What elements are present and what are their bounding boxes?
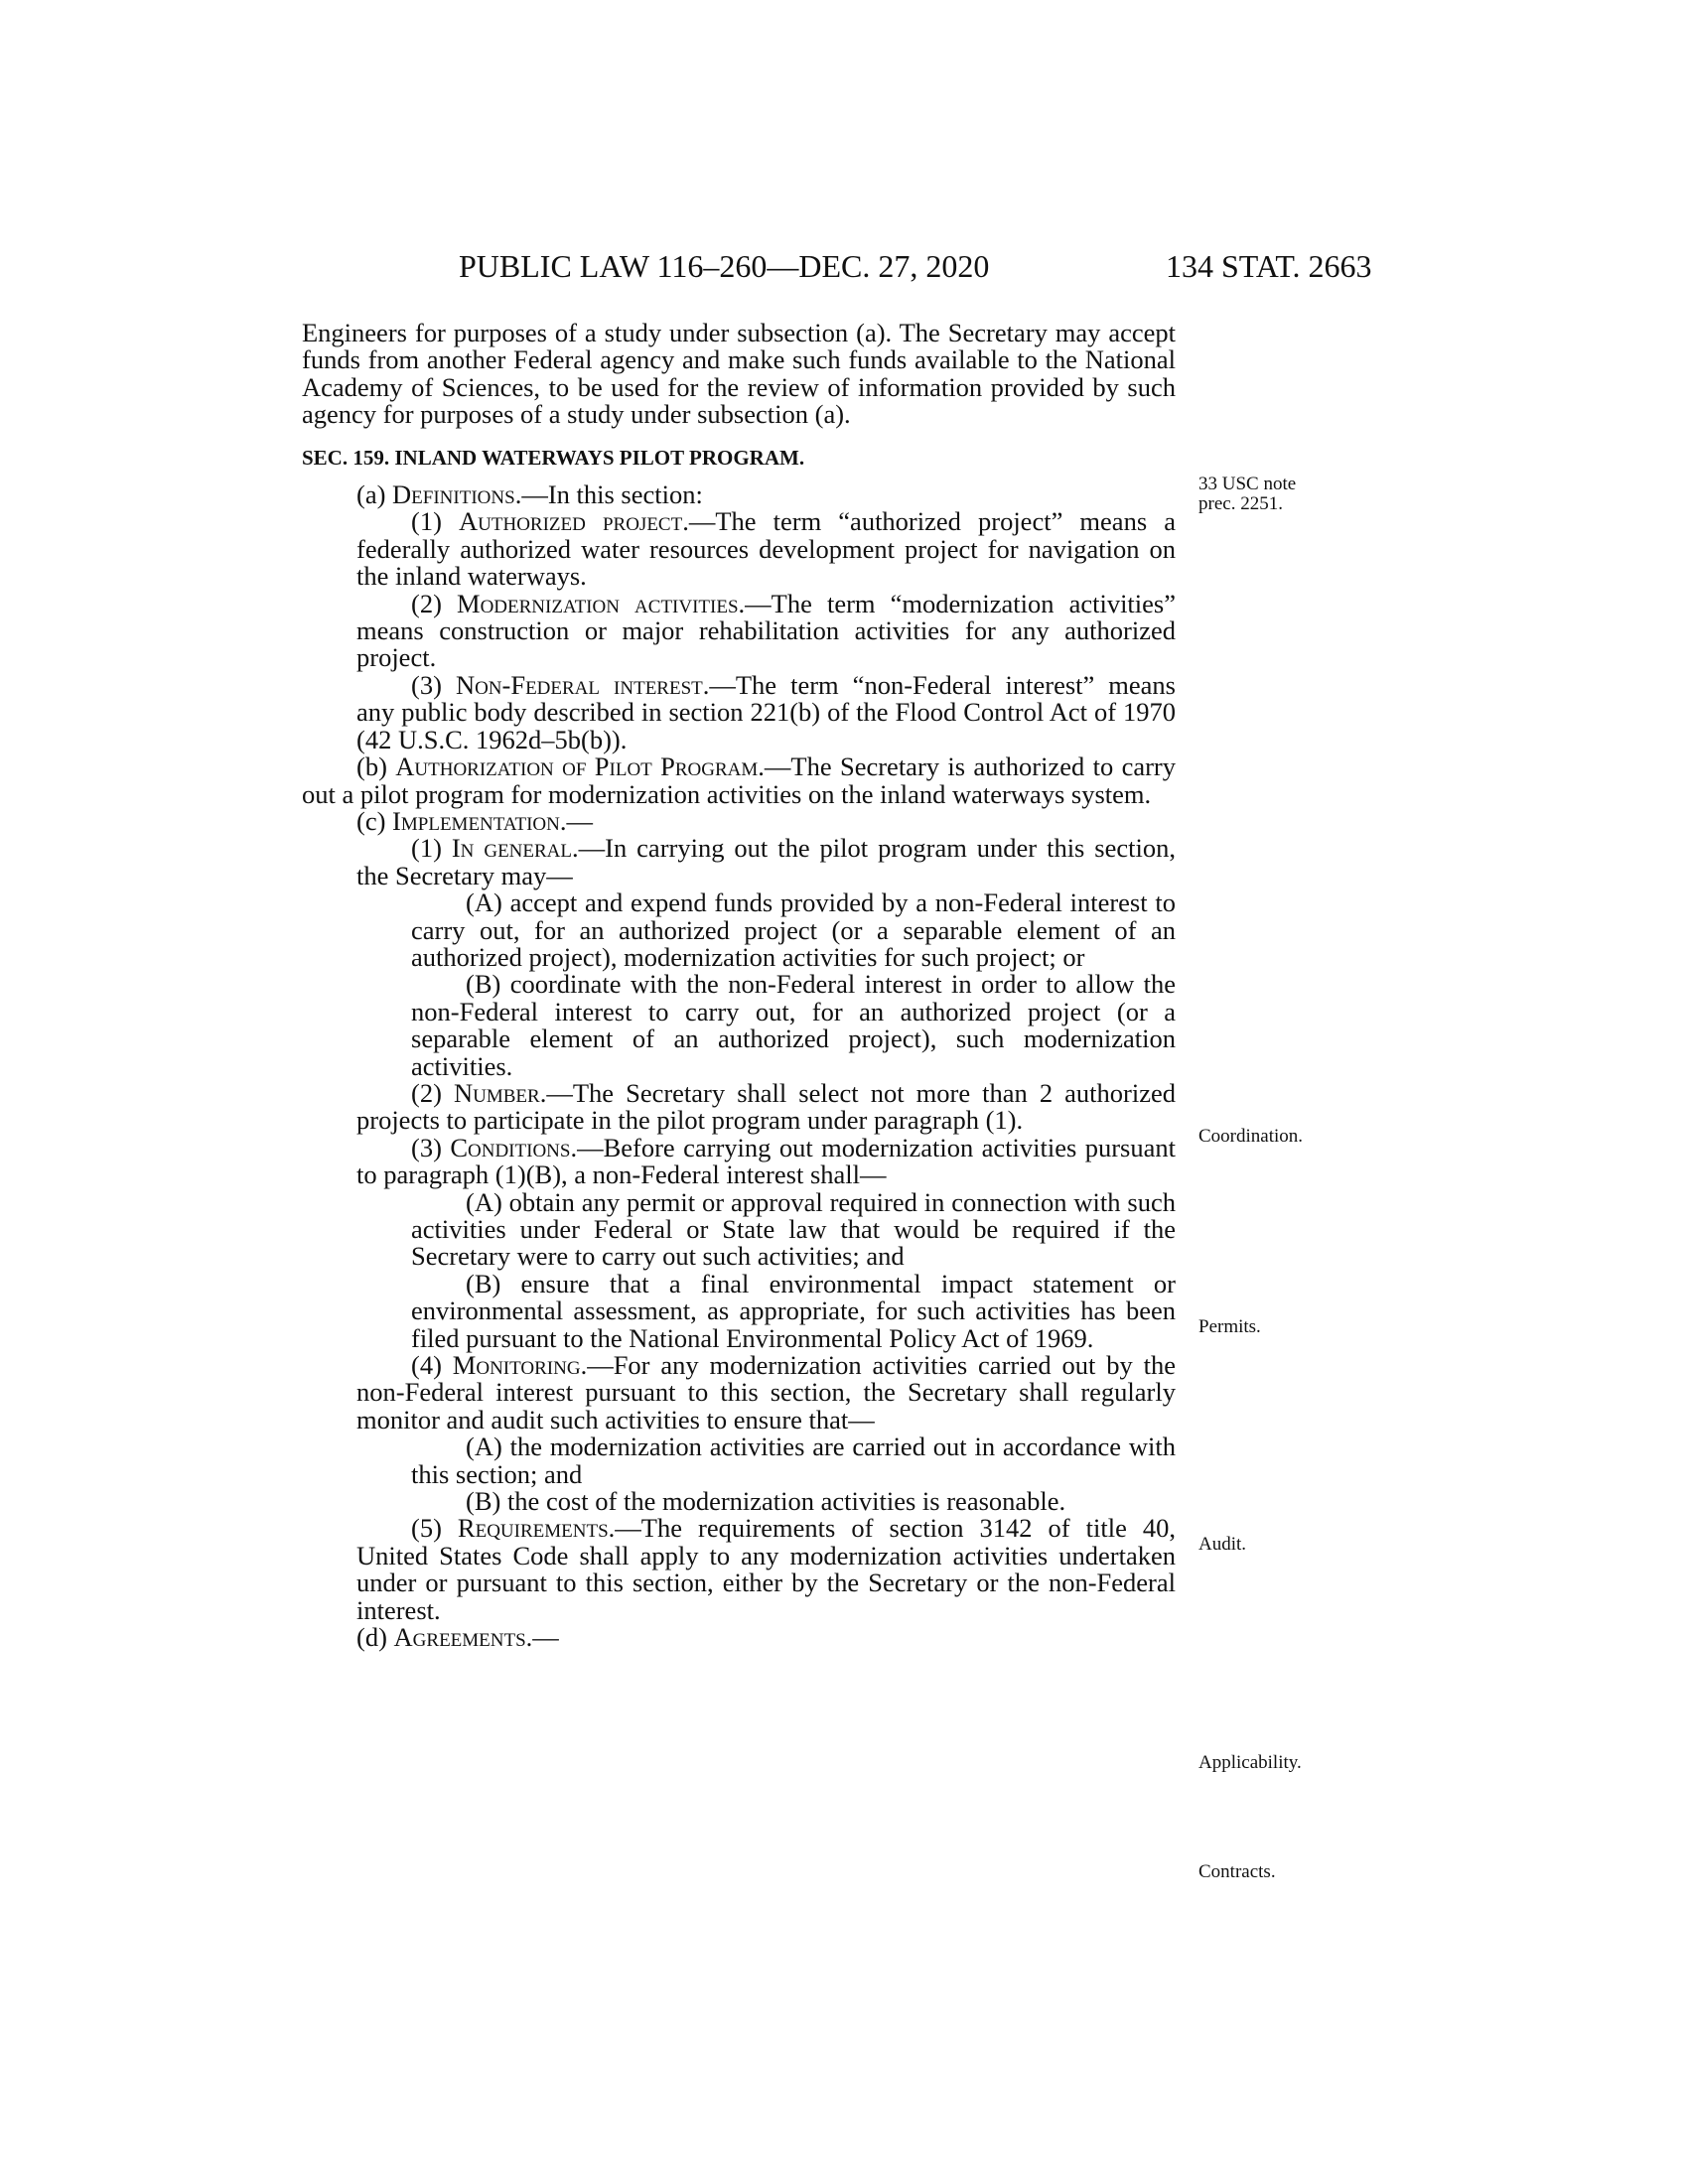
subsection-b: (b) Authorization of Pilot Program.—The Secretary is authorized to carry out a pilot program for modernization activities on the inland waterways system. [302, 751, 1176, 809]
subparagraph-c1b: (B) coordinate with the non-Federal interest in order to allow the non-Federal interest to carry out, for an authorized project (or a separable element of an authorized project), such modernization activities. [411, 969, 1176, 1081]
subparagraph-c3b: (B) ensure that a final environmental impact statement or environmental assessment, as appropriate, for such activities has been filed pursuant to the National Environmental Policy Act of 1969. [411, 1268, 1176, 1353]
subsection-a: (a) Definitions.—In this section: [356, 479, 703, 510]
margin-note-usc-line1: 33 USC note [1198, 474, 1297, 494]
paragraph-c2: (2) Number.—The Secretary shall select not more than 2 authorized projects to participate in the pilot program under paragraph (1). [356, 1077, 1176, 1136]
margin-note-usc-line2: prec. 2251. [1198, 493, 1283, 514]
subparagraph-c4a: (A) the modernization activities are carried out in accordance with this section; and [411, 1432, 1176, 1489]
margin-note-contracts: Contracts. [1198, 1861, 1276, 1882]
margin-note-usc [1198, 475, 1296, 514]
subparagraph-c3a: (A) obtain any permit or approval required in connection with such activities under Federal or State law that would be required if the Secretary were to carry out such activities; and [411, 1186, 1176, 1272]
paragraph-a3: (3) Non-Federal interest.—The term “non-Federal interest” means any public body described in section 221(b) of the Flood Control Act of 1970 (42 U.S.C. 1962d–5b(b)). [356, 669, 1176, 754]
paragraph-a1: (1) Authorized project.—The term “authorized project” means a federally authorized water resources development project for navigation on the inland waterways. [356, 506, 1176, 592]
body-text [302, 320, 1176, 1652]
margin-note-coordination: Coordination. [1198, 1126, 1304, 1147]
subsection-c: (c) Implementation.— [356, 805, 593, 836]
subparagraph-c1a: (A) accept and expend funds provided by a non-Federal interest to carry out, for an authorized project (or a separable element of an authorized project), modernization activities for such project; or [411, 887, 1176, 972]
paragraph-c1: (1) In general.—In carrying out the pilot program under this section, the Secretary may— [356, 833, 1176, 890]
paragraph-c4: (4) Monitoring.—For any modernization activities carried out by the non-Federal interest pursuant to this section, the Secretary shall regularly monitor and audit such activities to ensure that— [356, 1350, 1176, 1434]
subparagraph-c4b: (B) the cost of the modernization activities is reasonable. [466, 1486, 1066, 1517]
paragraph-a2: (2) Modernization activities.—The term “modernization activities” means construction or major rehabilitation activities for any authorized project. [356, 588, 1176, 673]
continuation-paragraph: Engineers for purposes of a study under subsection (a). The Secretary may accept funds from another Federal agency and make such funds available to the National Academy of Sciences, to be used for the review of information provided by such agency for purposes of a study under subsection (a). [302, 318, 1176, 430]
paragraph-c3: (3) Conditions.—Before carrying out modernization activities pursuant to paragraph (1)(B), a non-Federal interest shall— [356, 1132, 1176, 1190]
subsection-d: (d) Agreements.— [356, 1622, 559, 1653]
running-header-title: PUBLIC LAW 116–260—DEC. 27, 2020 [459, 248, 990, 284]
page-stat-number: 134 STAT. 2663 [1166, 248, 1372, 284]
margin-note-applicability: Applicability. [1198, 1752, 1302, 1773]
paragraph-c5: (5) Requirements.—The requirements of section 3142 of title 40, United States Code shall apply to any modernization activities undertaken under or pursuant to this section, either by the Secretary or the non-Federal interest. [356, 1513, 1176, 1625]
margin-note-audit: Audit. [1198, 1534, 1247, 1555]
section-heading: SEC. 159. INLAND WATERWAYS PILOT PROGRAM. [302, 445, 805, 470]
margin-note-permits: Permits. [1198, 1316, 1261, 1337]
